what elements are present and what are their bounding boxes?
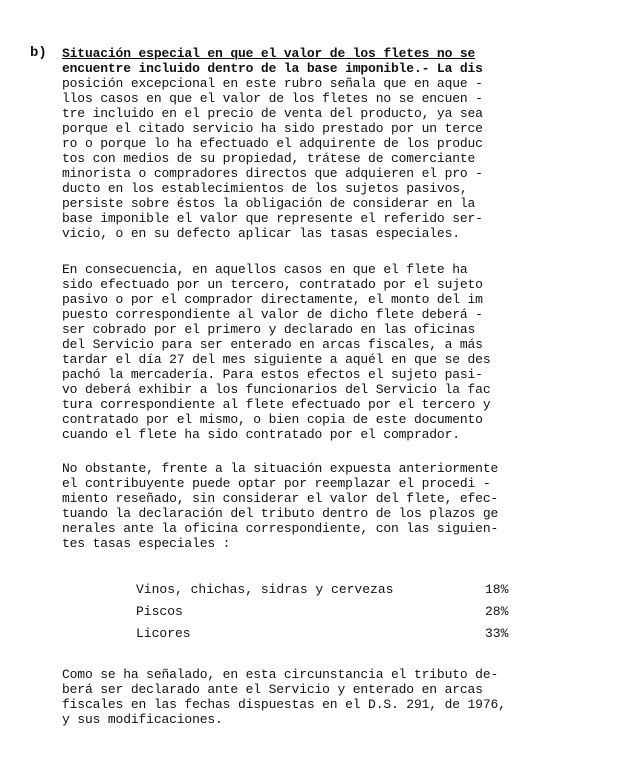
paragraph-line: tre incluido en el precio de venta del producto, ya sea [62, 106, 483, 121]
paragraph-line: En consecuencia, en aquellos casos en que el flete ha [62, 262, 468, 277]
paragraph-line: minorista o compradores directos que adquieren el pro - [62, 166, 483, 181]
paragraph-line: sido efectuado por un tercero, contratado por el sujeto [62, 277, 483, 292]
section-heading-line-1: Situación especial en que el valor de los fletes no se [62, 46, 476, 61]
paragraph-line: tura correspondiente al flete efectuado por el tercero y [62, 397, 491, 412]
paragraph-line: ro o porque lo ha efectuado el adquirente de los produc [62, 136, 483, 151]
rate-name: Licores [136, 626, 191, 641]
paragraph-line: nerales ante la oficina correspondiente, con las siguien- [62, 521, 499, 536]
paragraph-line: base imponible el valor que represente el referido ser- [62, 211, 483, 226]
rate-value: 18% [485, 582, 509, 597]
paragraph-consequence [62, 262, 602, 442]
paragraph-line: del Servicio para ser enterado en arcas fiscales, a más [62, 337, 483, 352]
paragraph-line: puesto correspondiente al valor de dicho flete deberá - [62, 307, 483, 322]
paragraph-line: el contribuyente puede optar por reemplazar el procedi - [62, 476, 491, 491]
paragraph-line: ser cobrado por el primero y declarado en las oficinas [62, 322, 476, 337]
special-rates-table [136, 580, 536, 646]
rate-row [136, 580, 536, 602]
rate-value: 33% [485, 626, 509, 641]
paragraph-line: persiste sobre éstos la obligación de considerar en la [62, 196, 476, 211]
paragraph-notwithstanding [62, 461, 602, 551]
paragraph-line: miento reseñado, sin considerar el valor del flete, efec- [62, 491, 499, 506]
paragraph-line: cuando el flete ha sido contratado por el comprador. [62, 427, 460, 442]
rate-row [136, 602, 536, 624]
paragraph-line: tuando la declaración del tributo dentro de los plazos ge [62, 506, 499, 521]
paragraph-line: Como se ha señalado, en esta circunstancia el tributo de- [62, 667, 499, 682]
paragraph-line: porque el citado servicio ha sido prestado por un terce [62, 121, 483, 136]
rate-value: 28% [485, 604, 509, 619]
paragraph-line: tardar el día 27 del mes siguiente a aquél en que se des [62, 352, 491, 367]
paragraph-line: berá ser declarado ante el Servicio y enterado en arcas [62, 682, 483, 697]
paragraph-line: pachó la mercadería. Para estos efectos el sujeto pasi- [62, 367, 483, 382]
paragraph-special-situation [62, 46, 602, 241]
paragraph-line: ducto en los establecimientos de los sujetos pasivos, [62, 181, 468, 196]
paragraph-line: vo deberá exhibir a los funcionarios del Servicio la fac [62, 382, 491, 397]
paragraph-line: posición excepcional en este rubro señala que en aque - [62, 76, 483, 91]
paragraph-line: contratado por el mismo, o bien copia de este documento [62, 412, 483, 427]
rate-row [136, 624, 536, 646]
paragraph-closing [62, 667, 602, 727]
rate-name: Vinos, chichas, sidras y cervezas [136, 582, 394, 597]
paragraph-line: tos con medios de su propiedad, trátese de comerciante [62, 151, 476, 166]
paragraph-line: tes tasas especiales : [62, 536, 231, 551]
paragraph-line: vicio, o en su defecto aplicar las tasas especiales. [62, 226, 460, 241]
section-label: b) [30, 45, 47, 61]
paragraph-line: No obstante, frente a la situación expuesta anteriormente [62, 461, 499, 476]
paragraph-line: fiscales en las fechas dispuestas en el D.S. 291, de 1976, [62, 697, 506, 712]
paragraph-line: pasivo o por el comprador directamente, el monto del im [62, 292, 483, 307]
paragraph-line: llos casos en que el valor de los fletes no se encuen - [62, 91, 483, 106]
rate-name: Piscos [136, 604, 183, 619]
section-heading-line-2: encuentre incluido dentro de la base imponible.- La dis [62, 61, 483, 76]
paragraph-line: y sus modificaciones. [62, 712, 223, 727]
